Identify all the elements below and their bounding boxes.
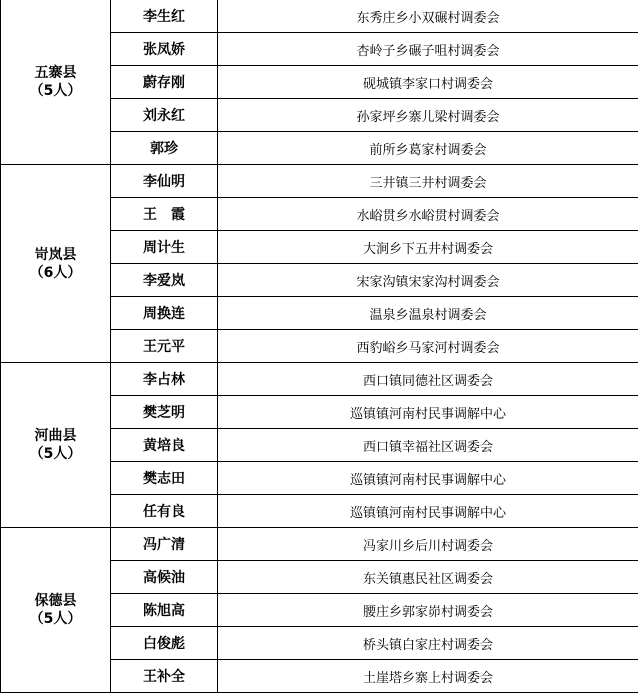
mediator-name: 樊芝明 [111, 396, 218, 429]
table-body [1, 0, 638, 693]
organization-name: 巡镇镇河南村民事调解中心 [218, 462, 638, 495]
county-cell [1, 165, 111, 363]
organization-name: 孙家坪乡寨儿梁村调委会 [218, 99, 638, 132]
county-name: 河曲县 [34, 428, 77, 444]
organization-name: 东秀庄乡小双碾村调委会 [218, 0, 638, 33]
organization-name: 西口镇幸福社区调委会 [218, 429, 638, 462]
table-row [1, 363, 638, 396]
county-name: 五寨县 [34, 65, 77, 81]
mediator-name: 陈旭高 [111, 594, 218, 627]
table-row [1, 165, 638, 198]
organization-name: 土崖塔乡寨上村调委会 [218, 660, 638, 693]
mediator-name: 王元平 [111, 330, 218, 363]
mediator-name: 白俊彪 [111, 627, 218, 660]
organization-name: 巡镇镇河南村民事调解中心 [218, 396, 638, 429]
organization-name: 东关镇惠民社区调委会 [218, 561, 638, 594]
county-name: 岢岚县 [34, 246, 77, 263]
mediator-name: 任有良 [111, 495, 218, 528]
county-count: （5人） [29, 611, 82, 627]
mediator-name: 张凤娇 [111, 33, 218, 66]
organization-name: 腰庄乡郭家峁村调委会 [218, 594, 638, 627]
organization-name: 三井镇三井村调委会 [218, 165, 638, 198]
mediator-name: 李占林 [111, 363, 218, 396]
mediator-name: 樊志田 [111, 462, 218, 495]
mediator-name: 蔚存刚 [111, 66, 218, 99]
county-count: （6人） [29, 264, 82, 281]
mediator-name: 周计生 [111, 231, 218, 264]
organization-name: 宋家沟镇宋家沟村调委会 [218, 264, 638, 297]
mediator-name: 李生红 [111, 0, 218, 33]
county-cell [1, 363, 111, 528]
organization-name: 西豹峪乡马家河村调委会 [218, 330, 638, 363]
organization-name: 冯家川乡后川村调委会 [218, 528, 638, 561]
county-cell [1, 0, 111, 165]
table-row [1, 528, 638, 561]
county-cell [1, 528, 111, 693]
organization-name: 温泉乡温泉村调委会 [218, 297, 638, 330]
organization-name: 水峪贯乡水峪贯村调委会 [218, 198, 638, 231]
mediator-name: 黄培良 [111, 429, 218, 462]
mediator-name: 刘永红 [111, 99, 218, 132]
county-count: （5人） [29, 446, 82, 462]
county-count: （5人） [29, 83, 82, 99]
mediator-name: 冯广清 [111, 528, 218, 561]
county-name: 保德县 [34, 593, 77, 609]
organization-name: 前所乡葛家村调委会 [218, 132, 638, 165]
mediator-name: 李仙明 [111, 165, 218, 198]
organization-name: 杏岭子乡碾子咀村调委会 [218, 33, 638, 66]
organization-name: 大涧乡下五井村调委会 [218, 231, 638, 264]
table-row [1, 0, 638, 33]
organization-name: 桥头镇白家庄村调委会 [218, 627, 638, 660]
mediator-name: 高候油 [111, 561, 218, 594]
organization-name: 西口镇同德社区调委会 [218, 363, 638, 396]
organization-name: 巡镇镇河南村民事调解中心 [218, 495, 638, 528]
mediator-name: 郭珍 [111, 132, 218, 165]
organization-name: 砚城镇李家口村调委会 [218, 66, 638, 99]
mediator-name: 王 霞 [111, 198, 218, 231]
mediator-name: 周换连 [111, 297, 218, 330]
mediator-name: 王补全 [111, 660, 218, 693]
mediator-name: 李爱岚 [111, 264, 218, 297]
